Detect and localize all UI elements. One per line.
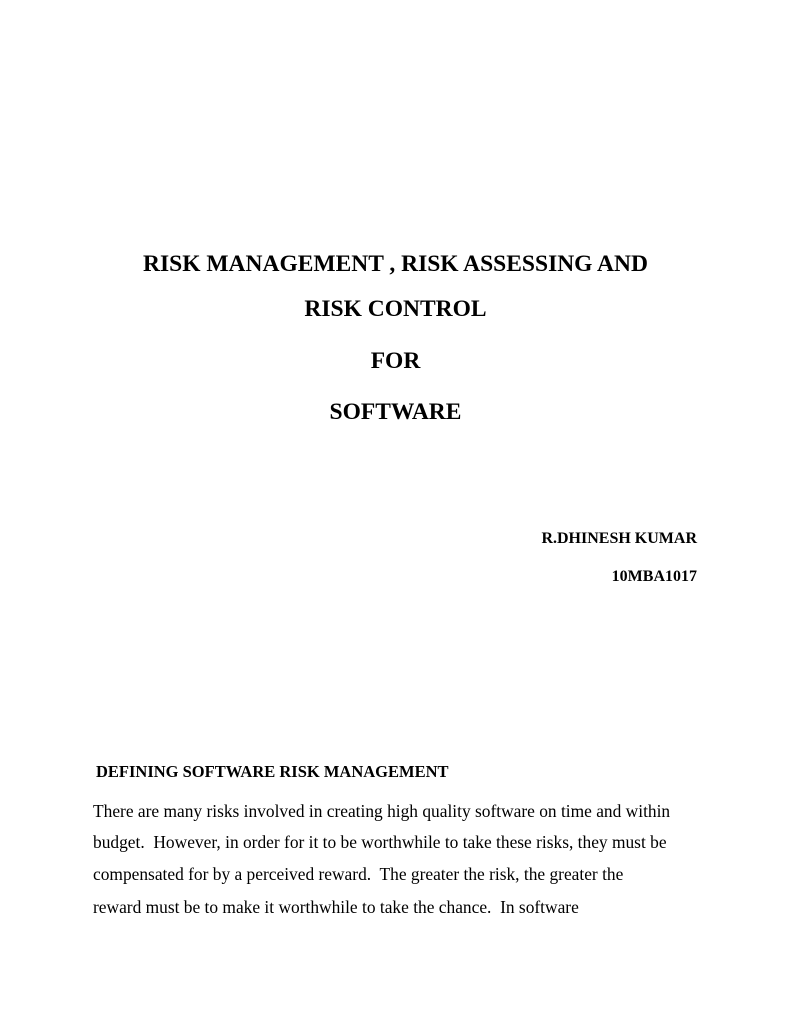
section-heading: DEFINING SOFTWARE RISK MANAGEMENT xyxy=(96,762,449,781)
paragraph-line-1: There are many risks involved in creating high quality software on time and within xyxy=(93,801,671,821)
paragraph-line-4: reward must be to make it worthwhile to take the chance. In software xyxy=(93,897,579,917)
author-name: R.DHINESH KUMAR xyxy=(541,530,697,547)
title-line-4: SOFTWARE xyxy=(329,399,462,425)
paragraph-line-2: budget. However, in order for it to be worthwhile to take these risks, they must be xyxy=(93,832,667,852)
author-id: 10MBA1017 xyxy=(611,568,697,585)
paragraph-line-3: compensated for by a perceived reward. The greater the risk, the greater the xyxy=(93,864,624,884)
title-line-3: FOR xyxy=(370,348,421,374)
title-line-1: RISK MANAGEMENT , RISK ASSESSING AND xyxy=(143,251,648,277)
title-line-2: RISK CONTROL xyxy=(304,296,487,322)
